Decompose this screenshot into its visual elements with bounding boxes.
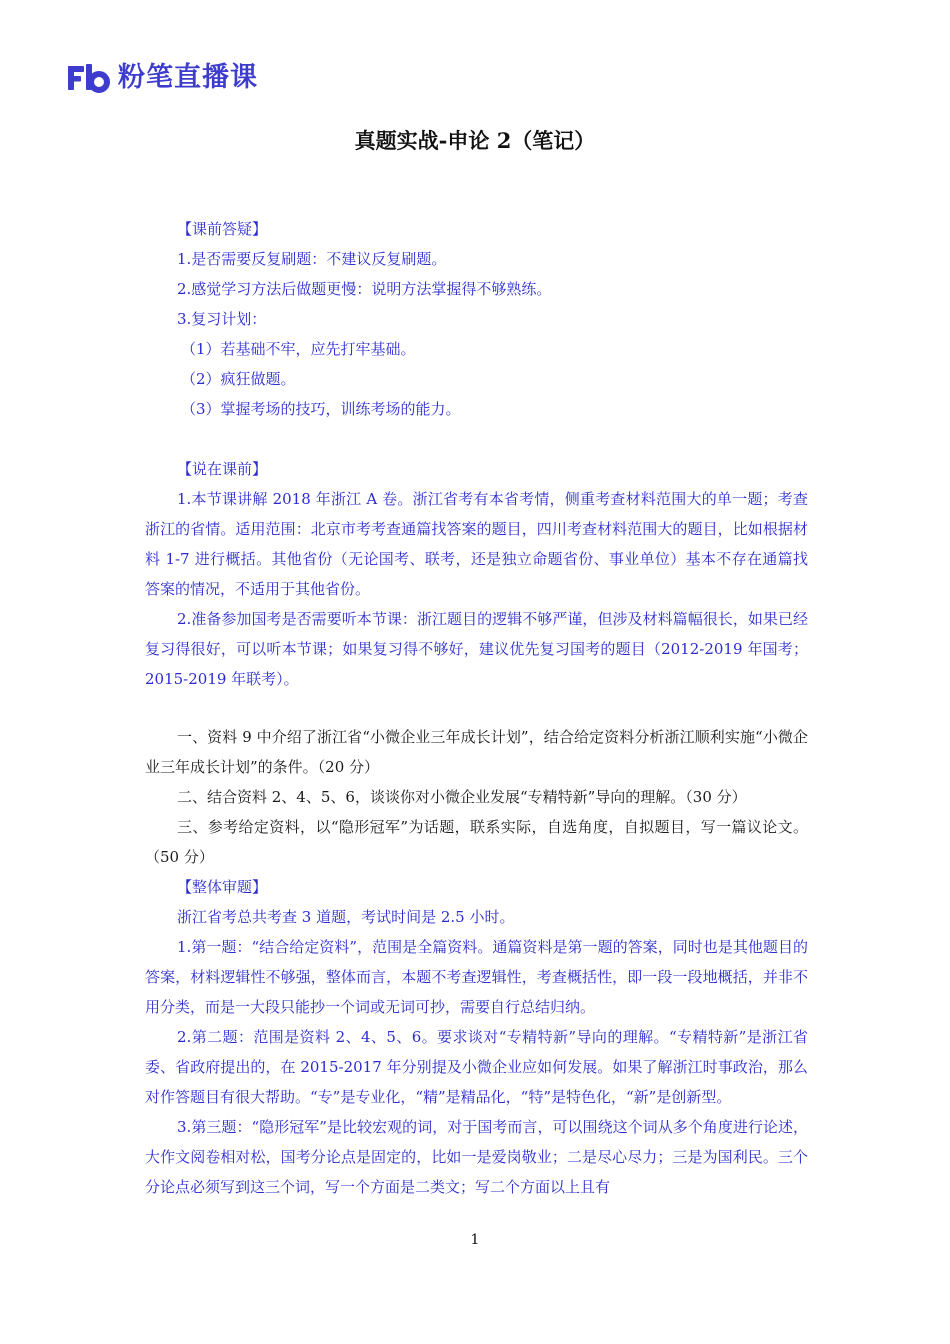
intro-paragraph: 1.本节课讲解 2018 年浙江 A 卷。浙江省考有本省考情，侧重考查材料范围大的单一题；考查浙江的省情。适用范围：北京市考考查通篇找答案的题目，四川考查材料范围大的题目，比如根据材料 1-7 进行概括。其他省份（无论国考、联考，还是独立命题省份、事业单位）基本不存在通篇找答案的情况，不适用于其他省份。	[145, 490, 808, 598]
question-item: 二、结合资料 2、4、5、6，谈谈你对小微企业发展“专精特新”导向的理解。（30 分）	[177, 788, 747, 806]
qa-item: 2.感觉学习方法后做题更慢：说明方法掌握得不够熟练。	[177, 280, 552, 298]
question-item: 一、资料 9 中介绍了浙江省“小微企业三年成长计划”，结合给定资料分析浙江顺利实施“小微企业三年成长计划”的条件。（20 分）	[145, 728, 808, 776]
intro-heading: 【说在课前】	[177, 460, 268, 478]
page-number: 1	[470, 1232, 480, 1248]
document-title: 真题实战-申论 2（笔记）	[354, 128, 596, 153]
qa-item: （2）疯狂做题。	[181, 370, 296, 388]
intro-paragraph: 2.准备参加国考是否需要听本节课：浙江题目的逻辑不够严谨，但涉及材料篇幅很长，如果已经复习得很好，可以听本节课；如果复习得不够好，建议优先复习国考的题目（2012-2019 年国考；2015-2019 年联考）。	[145, 610, 808, 688]
question-item: 三、参考给定资料，以“隐形冠军”为话题，联系实际，自选角度，自拟题目，写一篇议论文。（50 分）	[145, 818, 808, 866]
brand-name: 粉笔直播课	[118, 62, 258, 93]
qa-item: 1.是否需要反复刷题：不建议反复刷题。	[177, 250, 447, 268]
review-paragraph: 1.第一题：“结合给定资料”，范围是全篇资料。通篇资料是第一题的答案，同时也是其他题目的答案，材料逻辑性不够强，整体而言，本题不考查逻辑性，考查概括性，即一段一段地概括，并非不用分类，而是一大段只能抄一个词或无词可抄，需要自行总结归纳。	[145, 938, 808, 1016]
qa-item: （3）掌握考场的技巧，训练考场的能力。	[181, 400, 461, 418]
review-heading: 【整体审题】	[177, 878, 268, 896]
fb-logo-icon	[66, 60, 110, 96]
review-paragraph: 3.第三题：“隐形冠军”是比较宏观的词，对于国考而言，可以围绕这个词从多个角度进行论述，大作文阅卷相对松，国考分论点是固定的，比如一是爱岗敬业；二是尽心尽力；三是为国利民。三个分论点必须写到这三个词，写一个方面是二类文；写二个方面以上且有	[145, 1118, 808, 1196]
qa-item: （1）若基础不牢，应先打牢基础。	[181, 340, 416, 358]
qa-item: 3.复习计划：	[177, 310, 267, 328]
brand-logo	[66, 60, 258, 96]
qa-heading: 【课前答疑】	[177, 220, 268, 238]
review-paragraph: 浙江省考总共考查 3 道题，考试时间是 2.5 小时。	[177, 908, 515, 926]
document-body	[145, 214, 808, 1202]
review-paragraph: 2.第二题：范围是资料 2、4、5、6。要求谈对“专精特新”导向的理解。“专精特新”是浙江省委、省政府提出的，在 2015-2017 年分别提及小微企业应如何发展。如果了解浙江时事政治，那么对作答题目有很大帮助。“专”是专业化，“精”是精品化，“特”是特色化，“新”是创新型。	[145, 1028, 808, 1106]
